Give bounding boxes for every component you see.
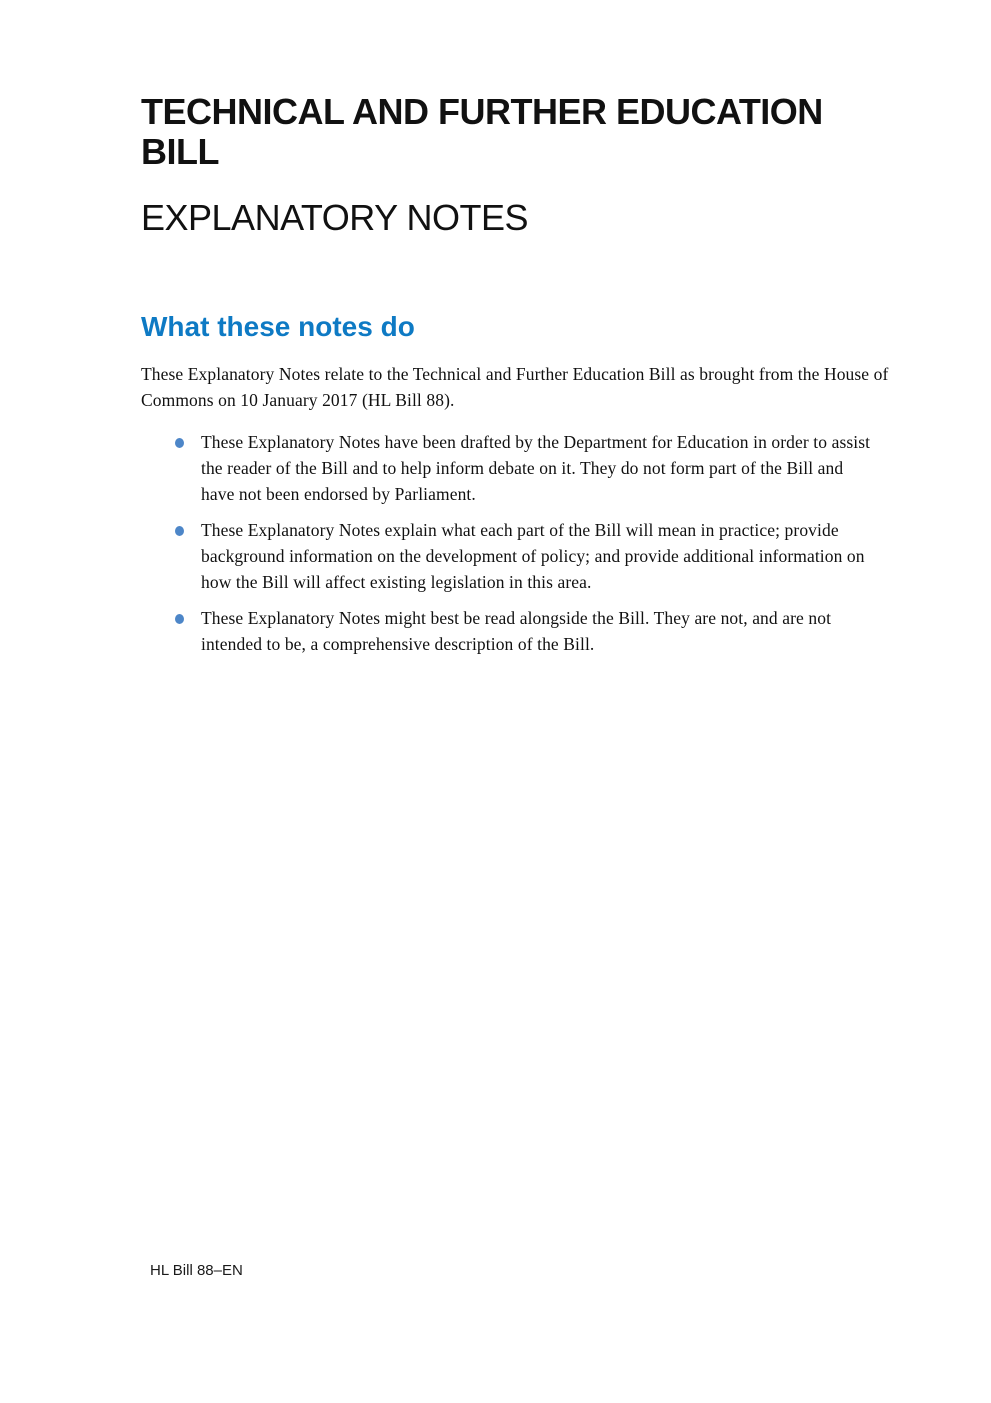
- bullet-text: These Explanatory Notes have been drafted by the Department for Education in order to assist the reader of the Bill and to help inform debate on it. They do not form part of the Bill and have not been endorsed by Parliament.: [201, 432, 871, 504]
- bullet-item: [141, 605, 881, 657]
- bullet-dot-icon: [175, 526, 184, 536]
- bullet-dot-icon: [175, 614, 184, 624]
- intro-paragraph: These Explanatory Notes relate to the Technical and Further Education Bill as brought from the House of Commons on 10 January 2017 (HL Bill 88).: [141, 364, 889, 410]
- bullet-text: These Explanatory Notes explain what each part of the Bill will mean in practice; provide background information on the development of policy; and provide additional information on how the Bill will affect existing legislation in this area.: [201, 520, 865, 592]
- document-subtitle: EXPLANATORY NOTES: [141, 197, 528, 238]
- bullet-item: [141, 517, 881, 595]
- bullet-text: These Explanatory Notes might best be read alongside the Bill. They are not, and are not intended to be, a comprehensive description of the Bill.: [201, 608, 832, 654]
- document-title: TECHNICAL AND FURTHER EDUCATION BILL: [141, 91, 823, 172]
- bullet-dot-icon: [175, 438, 184, 448]
- bill-reference-footer: HL Bill 88–EN: [150, 1262, 243, 1279]
- notes-bullet-list: [141, 429, 895, 657]
- section-heading: What these notes do: [141, 311, 415, 342]
- bullet-item: [141, 429, 881, 507]
